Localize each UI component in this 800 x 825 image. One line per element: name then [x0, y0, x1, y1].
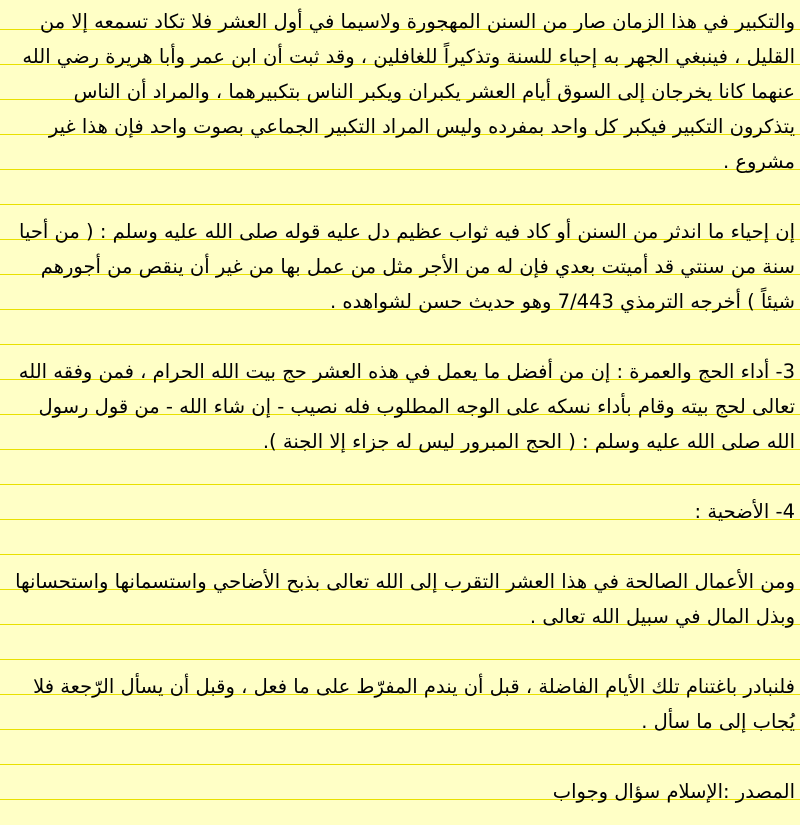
paragraph-udhiya: ومن الأعمال الصالحة في هذا العشر التقرب إلى الله تعالى بذبح الأضاحي واستسمانها واستحسانها وبذل المال في سبيل الله تعالى . [15, 570, 795, 628]
source-line: المصدر :الإسلام سؤال وجواب [552, 780, 795, 803]
blank-line [10, 459, 795, 494]
paragraph-closing: فلنبادر باغتنام تلك الأيام الفاضلة ، قبل أن يندم المفرّط على ما فعل ، وقبل أن يسأل الرّجعة فلا يُجاب إلى ما سأل . [33, 675, 795, 733]
blank-line [10, 319, 795, 354]
paragraph-reviving-sunnah: إن إحياء ما اندثر من السنن أو كاد فيه ثواب عظيم دل عليه قوله صلى الله عليه وسلم : ( من أحيا سنة من سنتي قد أميتت بعدي فإن له من الأجر مثل من عمل بها من غير أن ينقص من أجورهم شيئاً ) أخرجه الترمذي 7/443 وهو حديث حسن لشواهده . [19, 220, 795, 313]
blank-line [10, 179, 795, 214]
heading-udhiya: 4- الأضحية : [694, 500, 795, 523]
blank-line [10, 739, 795, 774]
blank-line [10, 634, 795, 669]
paragraph-takbir: والتكبير في هذا الزمان صار من السنن المهجورة ولاسيما في أول العشر فلا تكاد تسمعه إلا من القليل ، فينبغي الجهر به إحياء للسنة وتذكيراً للغافلين ، وقد ثبت أن ابن عمر وأبا هريرة رضي الله عنهما كانا يخرجان إلى السوق أيام العشر يكبران ويكبر الناس بتكبيرهما ، والمراد أن الناس يتذكرون التكبير فيكبر كل واحد بمفرده وليس المراد التكبير الجماعي بصوت واحد فإن هذا غير مشروع . [22, 10, 795, 173]
blank-line [10, 529, 795, 564]
paragraph-hajj-umrah: 3- أداء الحج والعمرة : إن من أفضل ما يعمل في هذه العشر حج بيت الله الحرام ، فمن وفقه الله تعالى لحج بيته وقام بأداء نسكه على الوجه المطلوب فله نصيب - إن شاء الله - من قول رسول الله صلى الله عليه وسلم : ( الحج المبرور ليس له جزاء إلا الجنة ). [18, 360, 795, 453]
